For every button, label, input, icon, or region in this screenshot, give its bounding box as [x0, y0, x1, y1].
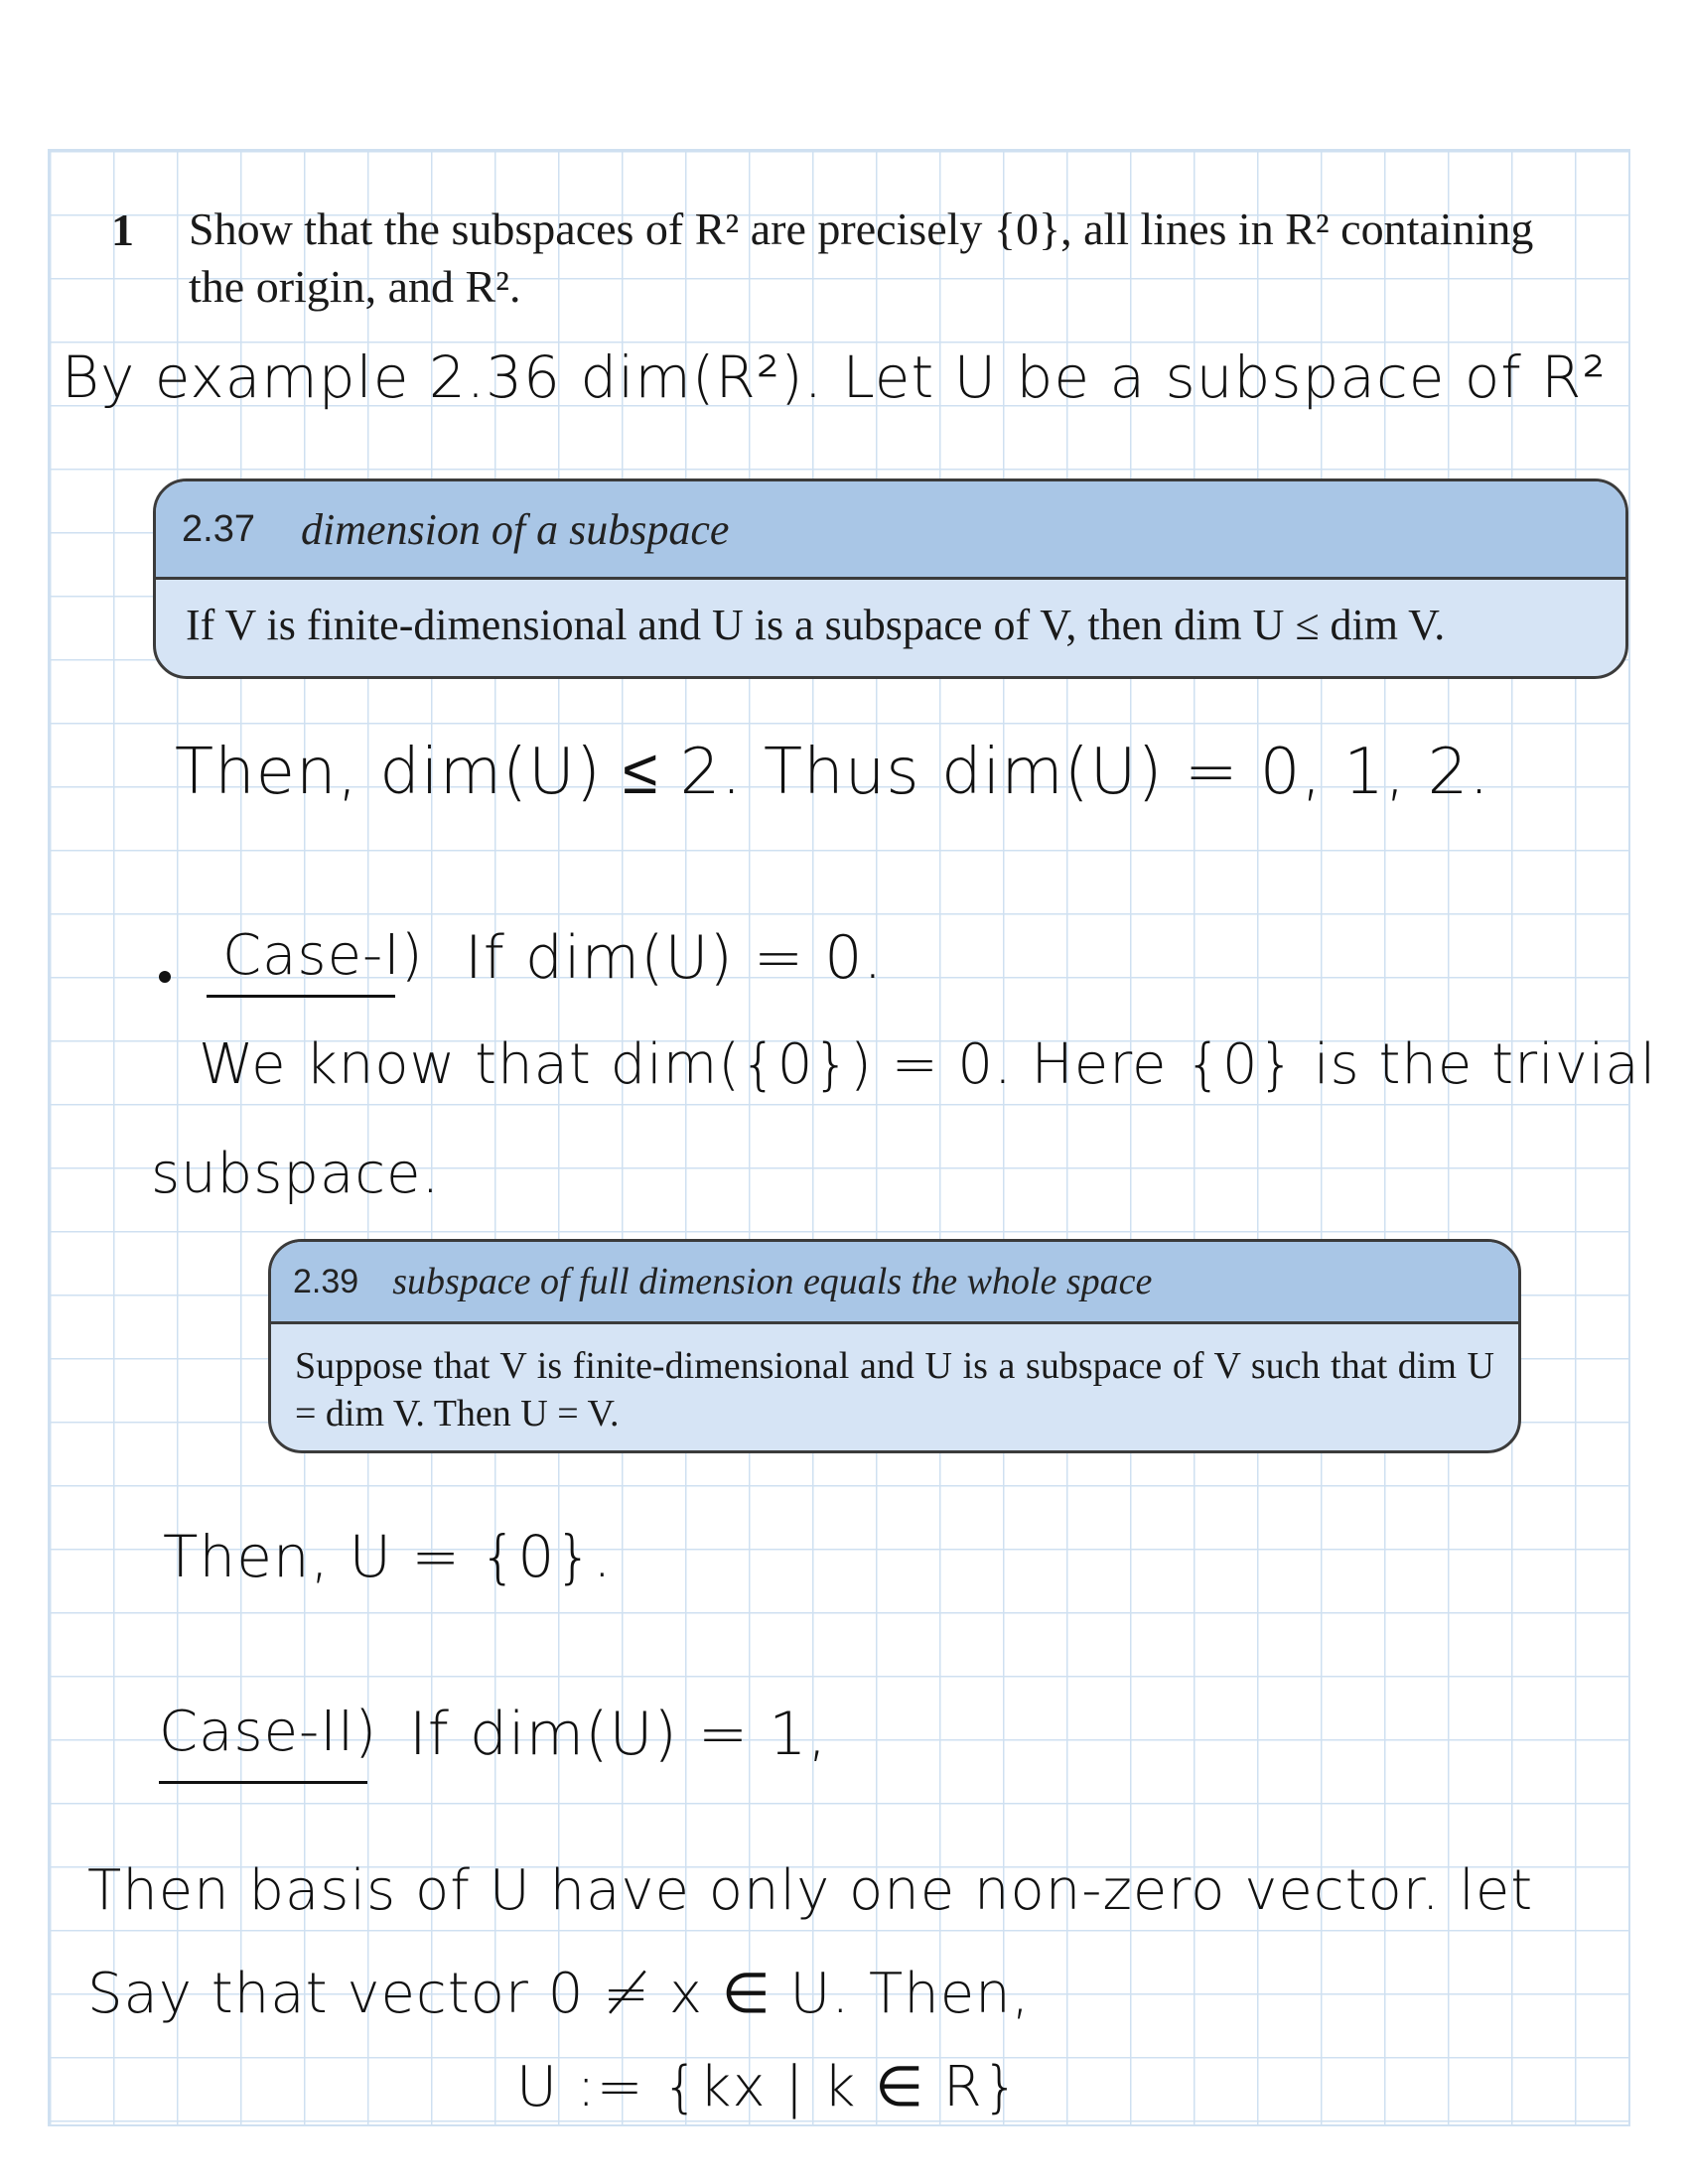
theorem-header — [271, 1242, 1518, 1324]
theorem-box-2-37 — [153, 478, 1628, 679]
note-line-2: Then, dim(U) ≤ 2. Thus dim(U) = 0, 1, 2. — [175, 736, 1490, 809]
theorem-title: subspace of full dimension equals the whole space — [392, 1261, 1153, 1302]
theorem-number: 2.37 — [182, 507, 255, 550]
theorem-body: Suppose that V is finite-dimensional and U is a subspace of V such that dim U = dim V. Then U = V. — [295, 1345, 1494, 1434]
theorem-header — [156, 481, 1625, 580]
case-1-underline — [207, 995, 395, 998]
theorem-number: 2.39 — [293, 1262, 359, 1300]
theorem-title: dimension of a subspace — [300, 504, 730, 554]
note-line-10: U := {kx | k ∈ R} — [516, 2055, 1020, 2119]
note-line-4: We know that dim({0}) = 0. Here {0} is the trivial — [199, 1032, 1657, 1097]
problem-statement — [189, 201, 1618, 316]
note-line-5: subspace. — [151, 1142, 441, 1206]
note-line-8: Then basis of U have only one non-zero vector. let — [87, 1858, 1534, 1923]
bullet-dot — [159, 971, 171, 983]
case-1-label: Case-I) — [222, 923, 424, 988]
problem-line-1: Show that the subspaces of R² are precisely {0}, all lines in R² containing — [189, 204, 1534, 254]
theorem-box-2-39 — [268, 1239, 1521, 1453]
case-2-condition: If dim(U) = 1, — [409, 1700, 828, 1769]
note-line-1: By example 2.36 dim(R²). Let U be a subspace of R² — [62, 343, 1607, 411]
note-line-6: Then, U = {0}. — [163, 1523, 613, 1590]
note-line-9: Say that vector 0 ≠ x ∈ U. Then, — [87, 1962, 1031, 2026]
graph-paper-background — [48, 149, 1630, 2126]
case-1-condition: If dim(U) = 0. — [465, 923, 884, 993]
theorem-body: If V is finite-dimensional and U is a subspace of V, then dim U ≤ dim V. — [186, 601, 1446, 649]
problem-line-2: the origin, and R². — [189, 261, 521, 312]
case-2-label: Case-II) — [159, 1700, 378, 1764]
case-2-underline — [159, 1781, 367, 1784]
problem-number: 1 — [111, 205, 134, 255]
